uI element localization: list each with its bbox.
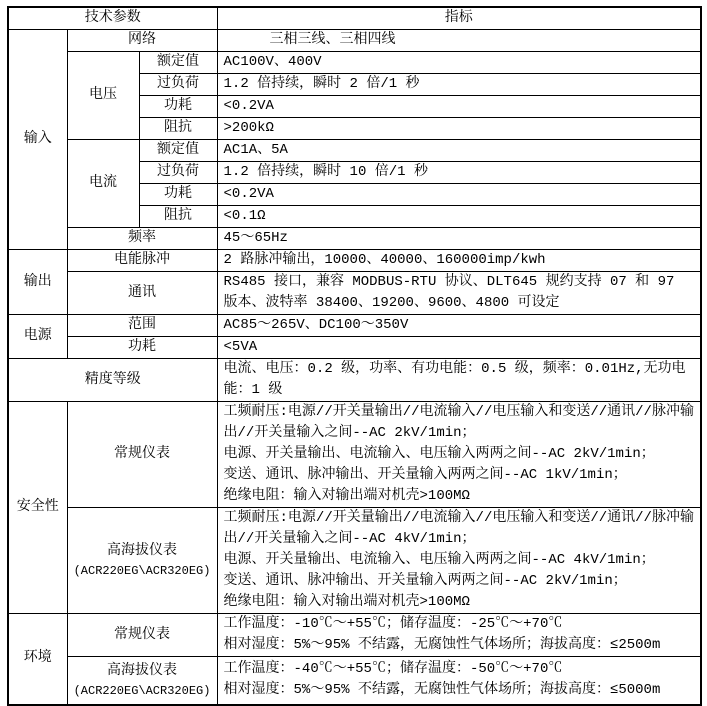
row-supply-consumption	[8, 337, 701, 359]
safety-high-altitude-value	[217, 508, 701, 614]
row-safety-high-altitude	[8, 508, 701, 614]
accuracy-value: 电流、电压：0.2 级，功率、有功电能：0.5 级，频率：0.01Hz,无功电能：1 级	[217, 359, 701, 402]
environment-high-altitude-line: 相对湿度：5%～95% 不结露，无腐蚀性气体场所；海拔高度：≤5000m	[223, 682, 661, 699]
comm-label: 通讯	[67, 272, 217, 315]
safety-normal-line: 绝缘电阻：输入对输出端对机壳>100MΩ	[223, 488, 470, 504]
section-power-supply-label: 电源	[8, 315, 67, 359]
safety-high-altitude-label-main: 高海拔仪表	[107, 543, 178, 559]
comm-value: RS485 接口，兼容 MODBUS-RTU 协议、DLT645 规约支持 07 和 97 版本、波特率 38400、19200、9600、4800 可设定	[217, 272, 701, 315]
network-label: 网络	[67, 30, 217, 52]
row-environment-normal	[8, 614, 701, 657]
voltage-group-label: 电压	[67, 52, 139, 140]
supply-range-label: 范围	[67, 315, 217, 337]
pulse-label: 电能脉冲	[67, 250, 217, 272]
safety-normal-line: 变送、通讯、脉冲输出、开关量输入两两之间--AC 1kV/1min；	[223, 467, 627, 483]
voltage-impedance-label: 阻抗	[139, 118, 217, 140]
environment-normal-value	[217, 614, 701, 657]
safety-high-altitude-line: 绝缘电阻：输入对输出端对机壳>100MΩ	[223, 594, 470, 610]
supply-consumption-value: <5VA	[217, 337, 701, 359]
header-param-col: 技术参数	[8, 7, 217, 30]
row-pulse	[8, 250, 701, 272]
row-supply-range	[8, 315, 701, 337]
current-consumption-value: <0.2VA	[217, 184, 701, 206]
environment-high-altitude-label-models: (ACR220EG\ACR320EG)	[73, 683, 211, 698]
header-value-col: 指标	[217, 7, 701, 30]
frequency-value: 45～65Hz	[217, 228, 701, 250]
safety-high-altitude-line: 工频耐压:电源//开关量输出//电流输入//电压输入和变送//通讯//脉冲输出//开关量输入之间--AC 4kV/1min；	[223, 510, 694, 547]
row-accuracy	[8, 359, 701, 402]
section-input-label: 输入	[8, 30, 67, 250]
safety-normal-label: 常规仪表	[67, 402, 217, 508]
safety-normal-line: 工频耐压:电源//开关量输出//电流输入//电压输入和变送//通讯//脉冲输出//开关量输入之间--AC 2kV/1min；	[223, 404, 694, 441]
row-comm	[8, 272, 701, 315]
row-environment-high-altitude	[8, 657, 701, 705]
current-consumption-label: 功耗	[139, 184, 217, 206]
current-rated-label: 额定值	[139, 140, 217, 162]
table-header-row	[8, 7, 701, 30]
current-overload-label: 过负荷	[139, 162, 217, 184]
section-safety-label: 安全性	[8, 402, 67, 614]
environment-normal-line: 工作温度：-10℃～+55℃；储存温度：-25℃～+70℃	[223, 616, 563, 632]
environment-high-altitude-line: 工作温度：-40℃～+55℃；储存温度：-50℃～+70℃	[223, 661, 563, 678]
safety-high-altitude-line: 变送、通讯、脉冲输出、开关量输入两两之间--AC 2kV/1min；	[223, 573, 627, 589]
frequency-label: 频率	[67, 228, 217, 250]
spec-table	[7, 6, 702, 706]
accuracy-label: 精度等级	[8, 359, 217, 402]
current-overload-value: 1.2 倍持续，瞬时 10 倍/1 秒	[217, 162, 701, 184]
safety-high-altitude-label	[67, 508, 217, 614]
section-output-label: 输出	[8, 250, 67, 315]
environment-high-altitude-label	[67, 657, 217, 705]
voltage-overload-label: 过负荷	[139, 74, 217, 96]
safety-normal-value	[217, 402, 701, 508]
network-value: 三相三线、三相四线	[217, 30, 701, 52]
row-safety-normal	[8, 402, 701, 508]
safety-normal-line: 电源、开关量输出、电流输入、电压输入两两之间--AC 2kV/1min；	[223, 446, 655, 462]
safety-high-altitude-label-models: (ACR220EG\ACR320EG)	[73, 564, 211, 578]
safety-high-altitude-line: 电源、开关量输出、电流输入、电压输入两两之间--AC 4kV/1min；	[223, 552, 655, 568]
pulse-value: 2 路脉冲输出，10000、40000、160000imp/kwh	[217, 250, 701, 272]
voltage-consumption-label: 功耗	[139, 96, 217, 118]
supply-consumption-label: 功耗	[67, 337, 217, 359]
row-network	[8, 30, 701, 52]
supply-range-value: AC85～265V、DC100～350V	[217, 315, 701, 337]
voltage-impedance-value: >200kΩ	[217, 118, 701, 140]
environment-normal-label: 常规仪表	[67, 614, 217, 657]
environment-high-altitude-value	[217, 657, 701, 705]
voltage-rated-value: AC100V、400V	[217, 52, 701, 74]
row-frequency	[8, 228, 701, 250]
row-current-rated	[8, 140, 701, 162]
section-environment-label: 环境	[8, 614, 67, 705]
current-group-label: 电流	[67, 140, 139, 228]
current-impedance-value: <0.1Ω	[217, 206, 701, 228]
environment-high-altitude-label-main: 高海拔仪表	[107, 662, 178, 679]
voltage-consumption-value: <0.2VA	[217, 96, 701, 118]
current-rated-value: AC1A、5A	[217, 140, 701, 162]
row-voltage-rated	[8, 52, 701, 74]
environment-normal-line: 相对湿度：5%～95% 不结露，无腐蚀性气体场所；海拔高度：≤2500m	[223, 637, 661, 653]
voltage-overload-value: 1.2 倍持续，瞬时 2 倍/1 秒	[217, 74, 701, 96]
current-impedance-label: 阻抗	[139, 206, 217, 228]
voltage-rated-label: 额定值	[139, 52, 217, 74]
